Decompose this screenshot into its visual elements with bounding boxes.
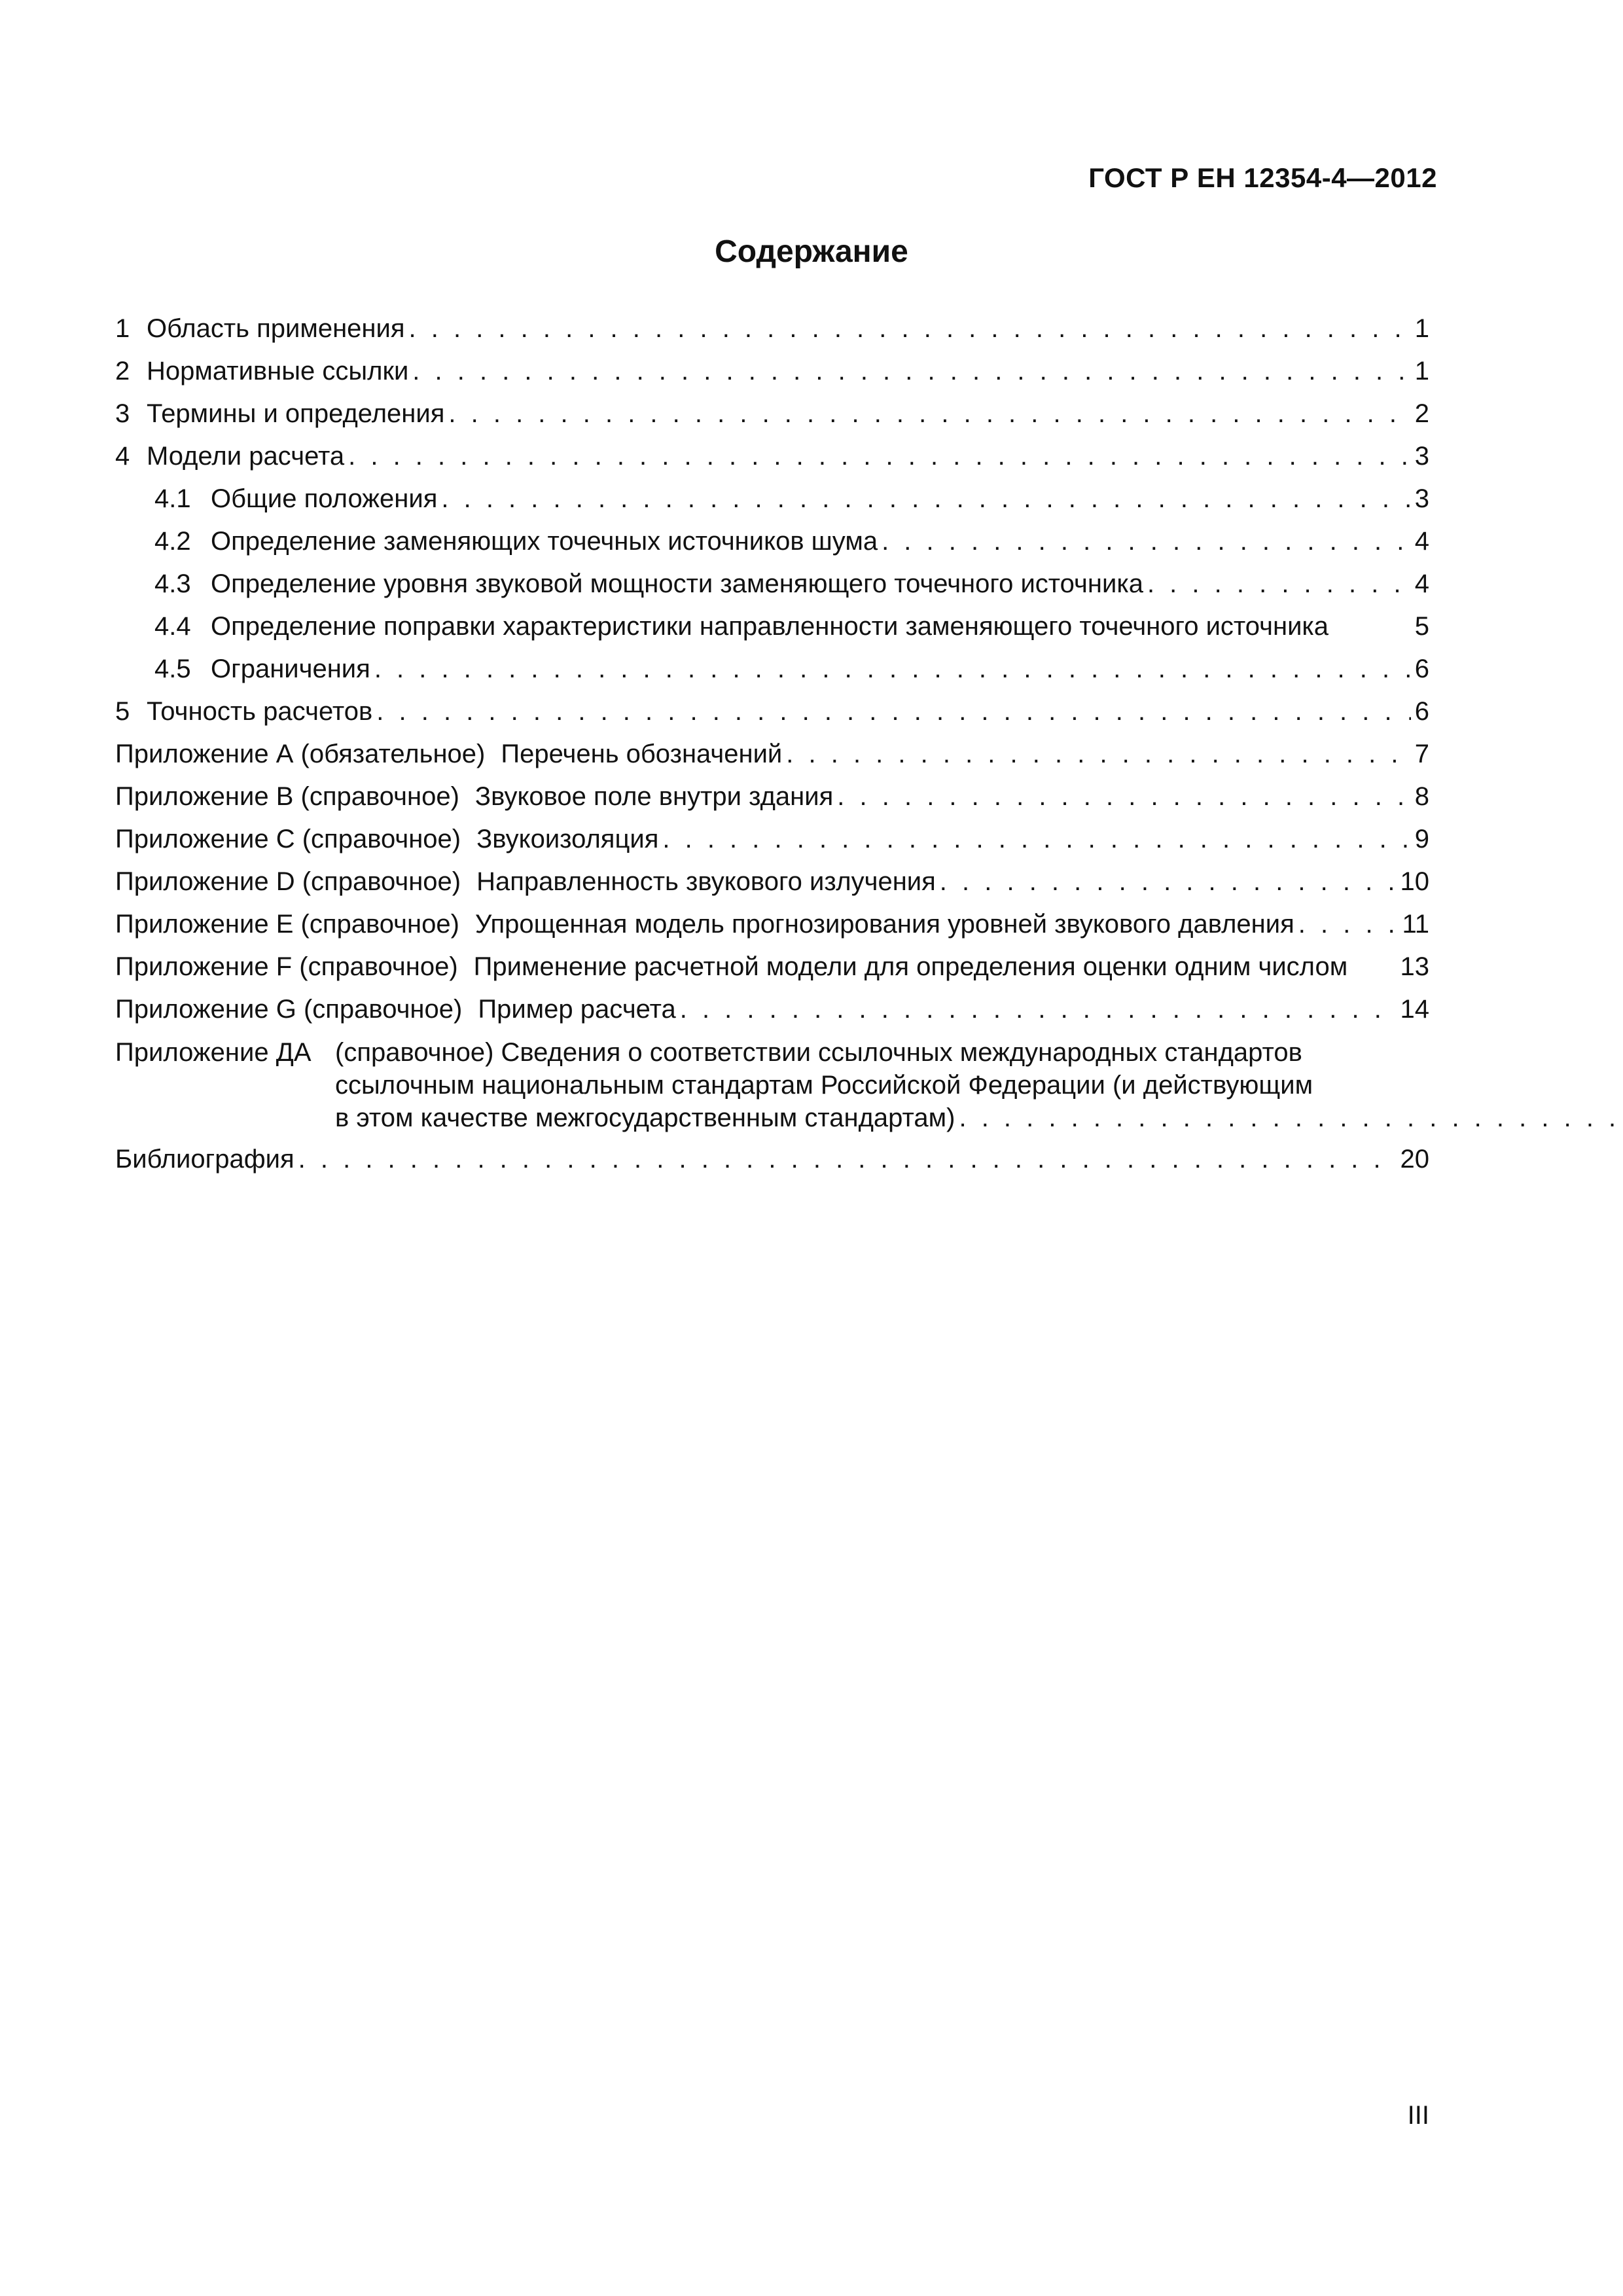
annex-page: 8 xyxy=(1414,782,1429,811)
toc-entry-title: Термины и определения xyxy=(147,399,445,428)
dot-leader xyxy=(412,350,1410,393)
toc-entry-number: 2 xyxy=(115,357,130,386)
toc-entry-number: 1 xyxy=(115,314,130,343)
dot-leader xyxy=(348,435,1411,478)
dot-leader xyxy=(680,988,1397,1031)
annex-label: Приложение G (справочное) xyxy=(115,995,463,1024)
dot-leader xyxy=(441,478,1410,520)
toc-annex-entry[interactable] xyxy=(115,903,1429,946)
toc-entry-title: Точность расчетов xyxy=(147,697,373,726)
toc-entry-title: Общие положения xyxy=(211,484,438,513)
toc-annex-da-entry[interactable] xyxy=(115,1036,1429,1134)
toc-annex-entry[interactable] xyxy=(115,776,1429,818)
toc-entry-page: 1 xyxy=(1414,314,1429,343)
annex-title-line: ссылочным национальным стандартам Российской Федерации (и действующим xyxy=(335,1071,1313,1100)
toc-entry-number: 5 xyxy=(115,697,130,726)
annex-title: Применение расчетной модели для определения оценки одним числом xyxy=(473,952,1348,981)
toc-entry-number: 4.3 xyxy=(154,569,191,598)
annex-label: Приложение Е (справочное) xyxy=(115,910,459,939)
toc-entry-number: 4.1 xyxy=(154,484,191,513)
toc-subentry[interactable] xyxy=(115,563,1429,605)
annex-title: Звукоизоляция xyxy=(476,825,659,853)
dot-leader xyxy=(376,691,1410,733)
annex-page: 10 xyxy=(1400,867,1429,896)
toc-entry-title: Определение уровня звуковой мощности заменяющего точечного источника xyxy=(211,569,1143,598)
toc-subentry[interactable] xyxy=(115,605,1429,648)
annex-da-description xyxy=(335,1036,1623,1134)
dot-leader xyxy=(662,818,1410,861)
toc-entry-page: 3 xyxy=(1414,484,1429,513)
toc-entry-number: 3 xyxy=(115,399,130,428)
dot-leader xyxy=(959,1102,1623,1134)
toc-entry[interactable] xyxy=(115,393,1429,435)
bibliography-page: 20 xyxy=(1400,1145,1429,1174)
dot-leader xyxy=(1147,563,1411,605)
toc-annex-entry[interactable] xyxy=(115,861,1429,903)
toc-entry-page: 1 xyxy=(1414,357,1429,386)
toc-entry-page: 6 xyxy=(1414,655,1429,683)
dot-leader xyxy=(374,648,1411,691)
toc-entry-number: 4 xyxy=(115,442,130,471)
annex-title: Звуковое поле внутри здания xyxy=(474,782,834,811)
table-of-contents xyxy=(115,308,1429,1181)
toc-subentry[interactable] xyxy=(115,648,1429,691)
bibliography-title: Библиография xyxy=(115,1145,294,1174)
toc-bibliography-entry[interactable] xyxy=(115,1138,1429,1181)
annex-label: Приложение F (справочное) xyxy=(115,952,458,981)
toc-entry-page: 5 xyxy=(1414,612,1429,641)
annex-label: Приложение С (справочное) xyxy=(115,825,461,853)
toc-entry[interactable] xyxy=(115,308,1429,350)
toc-entry-title: Определение поправки характеристики направленности заменяющего точечного источника xyxy=(211,612,1329,641)
toc-annex-entry[interactable] xyxy=(115,946,1429,988)
toc-annex-entry[interactable] xyxy=(115,733,1429,776)
toc-entry-page: 4 xyxy=(1414,527,1429,556)
annex-title-line: (справочное) Сведения о соответствии ссылочных международных стандартов xyxy=(335,1038,1302,1067)
toc-entry-title: Определение заменяющих точечных источников шума xyxy=(211,527,878,556)
dot-leader xyxy=(1298,903,1399,946)
toc-entry[interactable] xyxy=(115,350,1429,393)
toc-entry-title: Модели расчета xyxy=(147,442,345,471)
toc-annex-entry[interactable] xyxy=(115,988,1429,1031)
toc-entry[interactable] xyxy=(115,435,1429,478)
annex-page: 11 xyxy=(1402,910,1429,939)
dot-leader xyxy=(298,1138,1397,1181)
toc-entry-title: Нормативные ссылки xyxy=(147,357,409,386)
toc-title: Содержание xyxy=(715,234,908,269)
annex-label: Приложение В (справочное) xyxy=(115,782,459,811)
toc-entry-number: 4.5 xyxy=(154,655,191,683)
annex-page: 13 xyxy=(1400,952,1429,981)
document-code: ГОСТ Р ЕН 12354-4—2012 xyxy=(1088,162,1437,193)
toc-entry-page: 4 xyxy=(1414,569,1429,598)
annex-title: Упрощенная модель прогнозирования уровней звукового давления xyxy=(474,910,1294,939)
dot-leader xyxy=(448,393,1410,435)
toc-annex-entry[interactable] xyxy=(115,818,1429,861)
annex-page: 9 xyxy=(1414,825,1429,853)
annex-label: Приложение А (обязательное) xyxy=(115,740,486,768)
annex-title-line: в этом качестве межгосударственным стандартам) xyxy=(335,1103,955,1132)
dot-leader xyxy=(940,861,1397,903)
page-number: III xyxy=(1407,2101,1429,2130)
annex-title: Пример расчета xyxy=(478,995,676,1024)
dot-leader xyxy=(786,733,1410,776)
toc-entry-page: 2 xyxy=(1414,399,1429,428)
dot-leader xyxy=(409,308,1411,350)
annex-label: Приложение ДА xyxy=(115,1038,312,1067)
toc-entry-title: Ограничения xyxy=(211,655,370,683)
toc-entry-page: 6 xyxy=(1414,697,1429,726)
annex-title: Перечень обозначений xyxy=(501,740,783,768)
toc-entry-number: 4.4 xyxy=(154,612,191,641)
annex-page: 14 xyxy=(1400,995,1429,1024)
annex-page: 7 xyxy=(1414,740,1429,768)
dot-leader xyxy=(837,776,1410,818)
toc-entry-number: 4.2 xyxy=(154,527,191,556)
toc-entry[interactable] xyxy=(115,691,1429,733)
toc-entry-title: Область применения xyxy=(147,314,405,343)
toc-subentry[interactable] xyxy=(115,520,1429,563)
toc-subentry[interactable] xyxy=(115,478,1429,520)
dot-leader xyxy=(882,520,1411,563)
annex-title: Направленность звукового излучения xyxy=(476,867,936,896)
annex-label: Приложение D (справочное) xyxy=(115,867,461,896)
toc-entry-page: 3 xyxy=(1414,442,1429,471)
annex-title-last-line xyxy=(335,1102,1623,1134)
